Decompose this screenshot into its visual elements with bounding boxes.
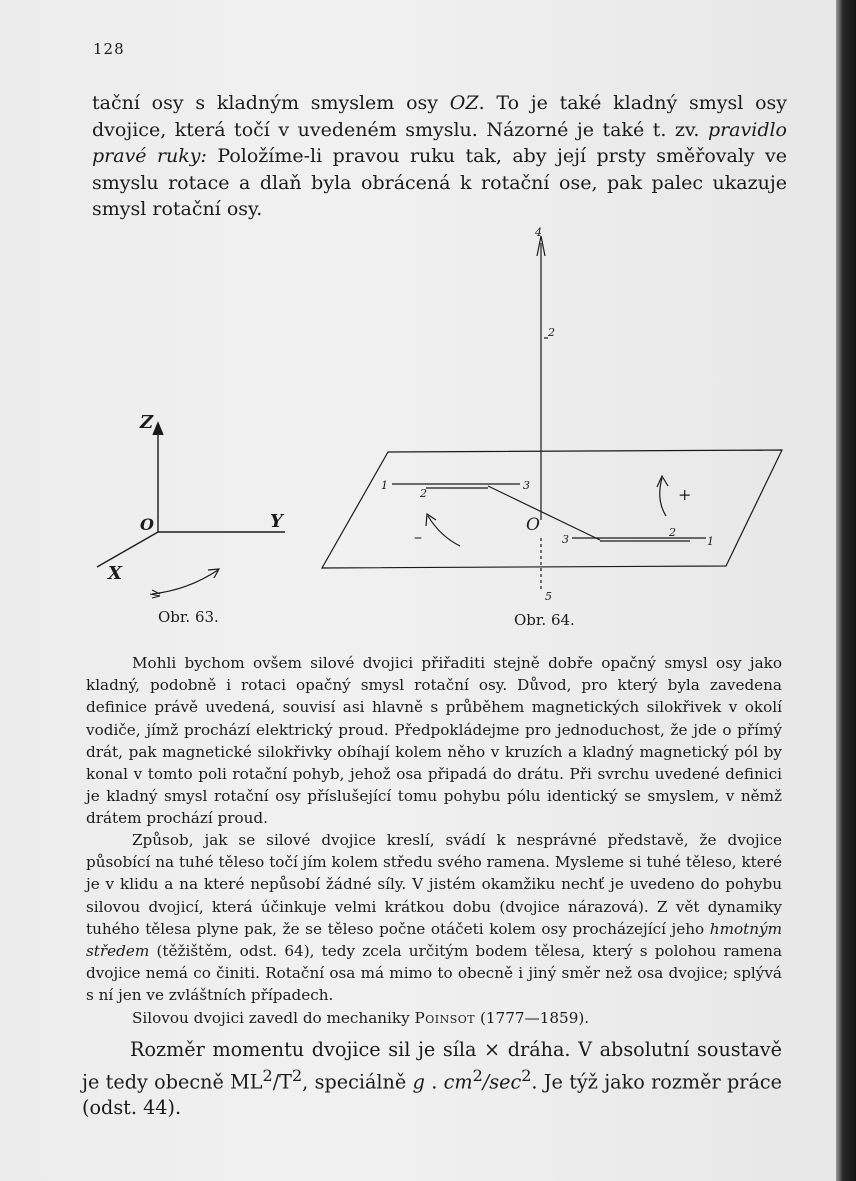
figure-64-caption: Obr. 64. [514,611,575,629]
center-of-mass-term: hmotným středem [86,919,782,961]
point-1-right: 1 [707,535,714,548]
rotation-arrow-minus [428,516,460,546]
axis-y-label: Y [270,511,283,532]
plus-label: + [678,485,692,504]
point-5-bottom: 5 [545,590,552,603]
figure-63-caption: Obr. 63. [158,608,219,626]
rotation-arrow-plus-head [657,476,668,487]
point-1-left: 1 [381,479,388,492]
figure-labels [107,226,714,603]
paragraph-magnetic-field: Mohli bychom ovšem silové dvojici přiřaditi stejně dobře opačný smysl osy jako kladný, podobně i rotaci opačný smysl rotační osy. Důvod, pro který byla zavedena definice právě uvedená, souvisí asi hlavně s průběhem magnetických silokřivek v okolí vodiče, jímž prochází elektrický proud. Předpokládejme pro jednoduchost, že jde o přímý drát, pak magnetické silokřivky obíhají kolem něho v kruzích a kladný magnetický pól by konal v tomto poli rotační pohyb, jehož osa připadá do drátu. Při svrchu uvedené definici je kladný smysl rotační osy příslušející tomu pohybu pólu identický se smyslem, v němž drátem prochází proud. [86,654,782,828]
rotation-plane [322,450,782,568]
paragraph-poinsot: Silovou dvojici zavedl do mechaniky Poinsot (1777—1859). [132,1009,590,1027]
point-3-right: 3 [562,533,569,546]
origin-63-label: O [140,515,154,534]
origin-64-label: O [526,515,540,535]
point-2-axis: 2 [548,326,555,339]
x-axis-line [97,532,158,567]
poinsot-name: Poinsot [414,1009,476,1027]
force-arm-diagonal [488,486,600,540]
paragraph-right-hand-rule: tační osy s kladným smyslem osy OZ. To je také kladný smysl osy dvojice, která točí v uvedeném smyslu. Názorné je také t. zv. pravidlo pravé ruky: Položíme-li pravou ruku tak, aby její prsty směřovaly ve smyslu rotace a dlaň byla obrácená k rotační ose, pak palec ukazuje smysl rotační osy. [92,92,788,220]
paragraph-impulse-couple: Způsob, jak se silové dvojice kreslí, svádí k nesprávné představě, že dvojice působící na tuhé těleso točí jím kolem středu svého ramena. Mysleme si tuhé těleso, které je v klidu a na které nepůsobí žádné síly. V jistém okamžiku nechť je uvedeno do pohybu silovou dvojicí, která účinkuje velmi krátkou dobu (dvojice nárazová). Z vět dynamiky tuhého tělesa plyne pak, že se těleso počne otáčeti kolem osy procházející jeho hmotným středem (těžištěm, odst. 64), tedy zcela určitým bodem tělesa, který s polohou ramena dvojice nemá co činiti. Rotační osa má mimo to obecně i jiný směr než osa dvojice; splývá s ní jen ve zvláštních případech. [86,831,782,1005]
right-hand-rule-term: pravidlo pravé ruky: [92,118,787,167]
paragraph-dimension: Rozměr momentu dvojice sil je síla × dráha. V absolutní soustavě je tedy obecně $ML^2/T^2$, speciálně g . $cm^2/\sec^2$. Je týž jako rozměr práce (odst. 44). [82,1038,782,1120]
axis-z-label: Z [140,412,154,433]
minus-label: – [414,527,422,546]
point-2-right: 2 [669,526,676,539]
z-axis-arrowhead [153,423,163,435]
point-4-top: 4 [535,226,542,239]
page-number: 128 [93,40,125,58]
rotation-arrow-plus [660,478,666,516]
rotation-arrow-63 [152,570,218,594]
point-2-left: 2 [420,487,427,500]
figure-63-axes [97,423,285,598]
point-3-left: 3 [523,479,530,492]
axis-x-label: X [108,563,122,584]
